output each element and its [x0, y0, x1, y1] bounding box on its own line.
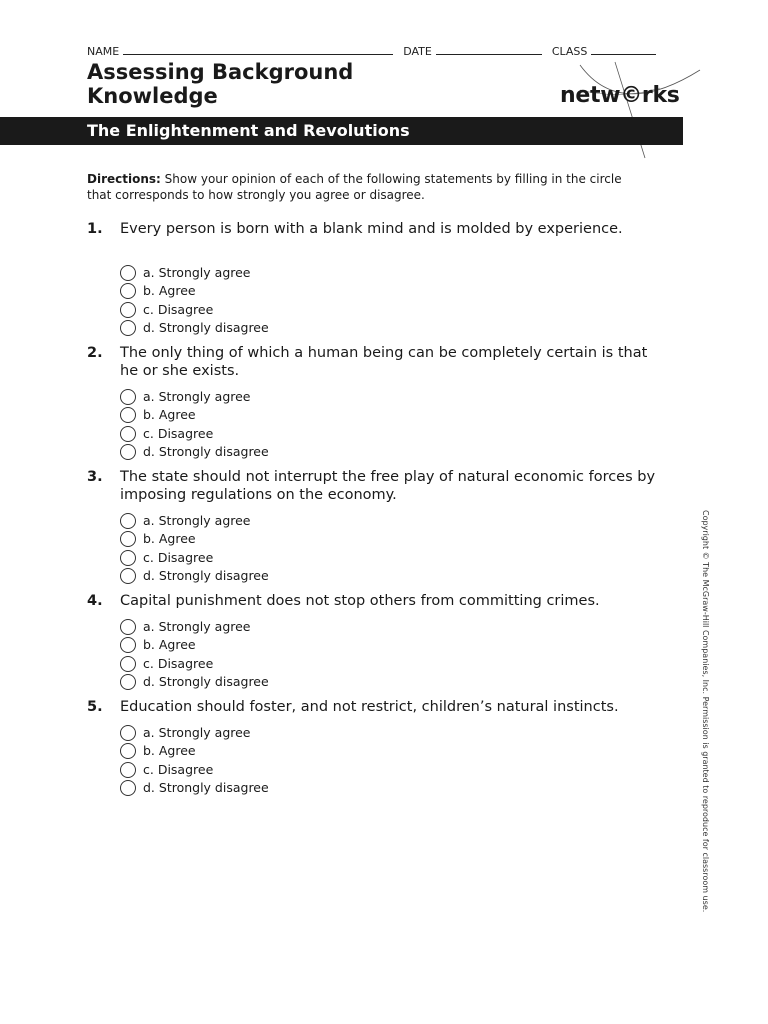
question-text: Education should foster, and not restrict, children’s natural instincts. [120, 699, 619, 715]
radio-circle[interactable] [120, 426, 136, 442]
question-number: 5. [87, 699, 103, 715]
radio-circle[interactable] [120, 444, 136, 460]
radio-circle[interactable] [120, 637, 136, 653]
radio-circle[interactable] [120, 725, 136, 741]
student-info-line [87, 44, 687, 60]
name-field[interactable] [123, 44, 393, 55]
banner-title: The Enlightenment and Revolutions [87, 121, 410, 140]
networks-logo: netw©rks [560, 83, 680, 108]
question-text: Capital punishment does not stop others from committing crimes. [120, 593, 600, 609]
radio-circle[interactable] [120, 619, 136, 635]
radio-circle[interactable] [120, 674, 136, 690]
title-line-2: Knowledge [87, 84, 218, 108]
radio-circle[interactable] [120, 531, 136, 547]
radio-circle[interactable] [120, 389, 136, 405]
radio-circle[interactable] [120, 302, 136, 318]
directions-text: Show your opinion of each of the following statements by filling in the circle that corresponds to how strongly you agree or disagree. [87, 172, 622, 202]
radio-circle[interactable] [120, 283, 136, 299]
radio-circle[interactable] [120, 407, 136, 423]
question-number: 3. [87, 469, 103, 485]
radio-circle[interactable] [120, 265, 136, 281]
date-label: DATE [403, 45, 432, 58]
directions [87, 171, 647, 203]
radio-circle[interactable] [120, 656, 136, 672]
name-label: NAME [87, 45, 120, 58]
copyright-notice: Copyright © The McGraw-Hill Companies, Inc. Permission is granted to reproduce for classroom use. [701, 510, 710, 913]
radio-circle[interactable] [120, 780, 136, 796]
directions-label: Directions: [87, 172, 161, 186]
page-title [87, 60, 447, 108]
class-field[interactable] [591, 44, 656, 55]
class-label: CLASS [551, 45, 588, 58]
radio-circle[interactable] [120, 550, 136, 566]
question-number: 2. [87, 345, 103, 361]
question-number: 4. [87, 593, 103, 609]
radio-circle[interactable] [120, 743, 136, 759]
question-text: Every person is born with a blank mind and is molded by experience. [120, 221, 623, 237]
radio-circle[interactable] [120, 762, 136, 778]
radio-circle[interactable] [120, 320, 136, 336]
brand-swoosh-graphic [560, 60, 720, 160]
question-text: The only thing of which a human being can be completely certain is that he or she exists. [120, 345, 648, 379]
section-banner [0, 117, 683, 145]
radio-circle[interactable] [120, 568, 136, 584]
question-text: The state should not interrupt the free play of natural economic forces by imposing regulations on the economy. [120, 469, 656, 503]
title-line-1: Assessing Background [87, 60, 354, 84]
question-number: 1. [87, 221, 103, 237]
date-field[interactable] [436, 44, 542, 55]
radio-circle[interactable] [120, 513, 136, 529]
